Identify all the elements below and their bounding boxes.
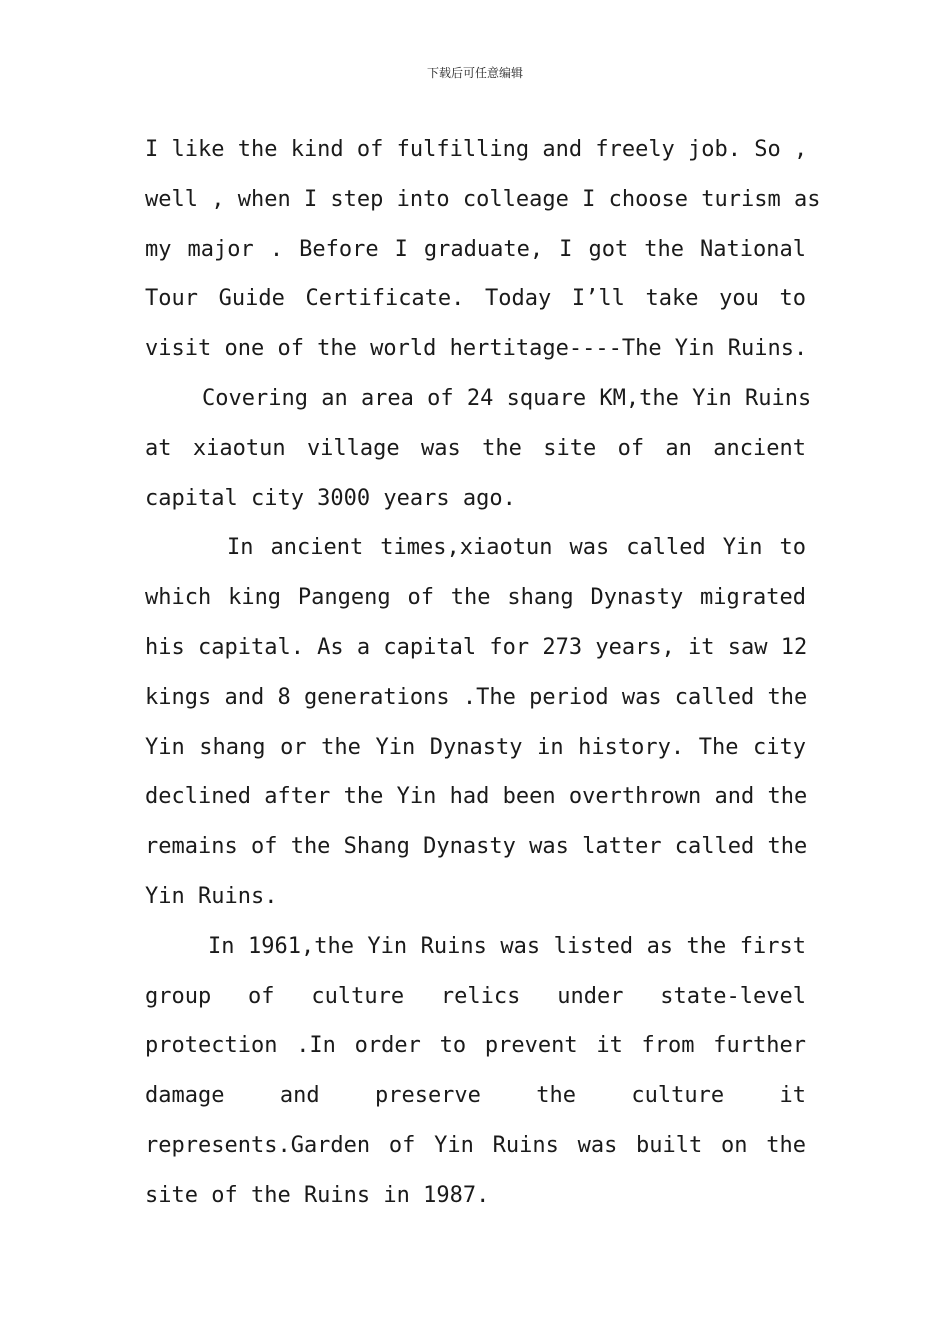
text-line: site of the Ruins in 1987. (145, 1182, 490, 1208)
page-header: 下载后可任意编辑 (426, 66, 523, 80)
paragraph-intro (145, 125, 821, 374)
text-line: Tour Guide Certificate. Today I’ll take you to (145, 286, 806, 312)
text-line: well , when I step into colleage I choose turism as (145, 186, 821, 212)
text-line: Yin Ruins. (145, 883, 278, 909)
text-line: at xiaotun village was the site of an ancient (145, 435, 806, 461)
text-line: protection .In order to prevent it from further (145, 1033, 806, 1059)
paragraph-history (145, 523, 806, 921)
paragraph-protection (145, 922, 806, 1221)
text-line: declined after the Yin had been overthrown and the (145, 784, 808, 810)
text-line: remains of the Shang Dynasty was latter called the (145, 834, 808, 860)
text-line: his capital. As a capital for 273 years, it saw 12 (145, 634, 808, 660)
text-line: kings and 8 generations .The period was called the (145, 684, 808, 710)
document-body (145, 125, 821, 1221)
text-line: which king Pangeng of the shang Dynasty migrated (145, 585, 806, 611)
text-line: Yin shang or the Yin Dynasty in history. The city (145, 734, 806, 760)
text-line: my major . Before I graduate, I got the National (145, 236, 806, 262)
text-line: In ancient times,xiaotun was called Yin to (227, 535, 806, 561)
paragraph-area (145, 374, 812, 523)
text-line: In 1961,the Yin Ruins was listed as the first (208, 933, 806, 959)
text-line: visit one of the world hertitage----The Yin Ruins. (145, 336, 808, 362)
text-line: group of culture relics under state-level (145, 983, 806, 1009)
text-line: Covering an area of 24 square KM,the Yin Ruins (202, 385, 812, 411)
text-line: represents.Garden of Yin Ruins was built on the (145, 1132, 806, 1158)
text-line: I like the kind of fulfilling and freely job. So , (145, 137, 808, 162)
text-line: capital city 3000 years ago. (145, 485, 516, 511)
text-line: damage and preserve the culture it (145, 1083, 806, 1109)
